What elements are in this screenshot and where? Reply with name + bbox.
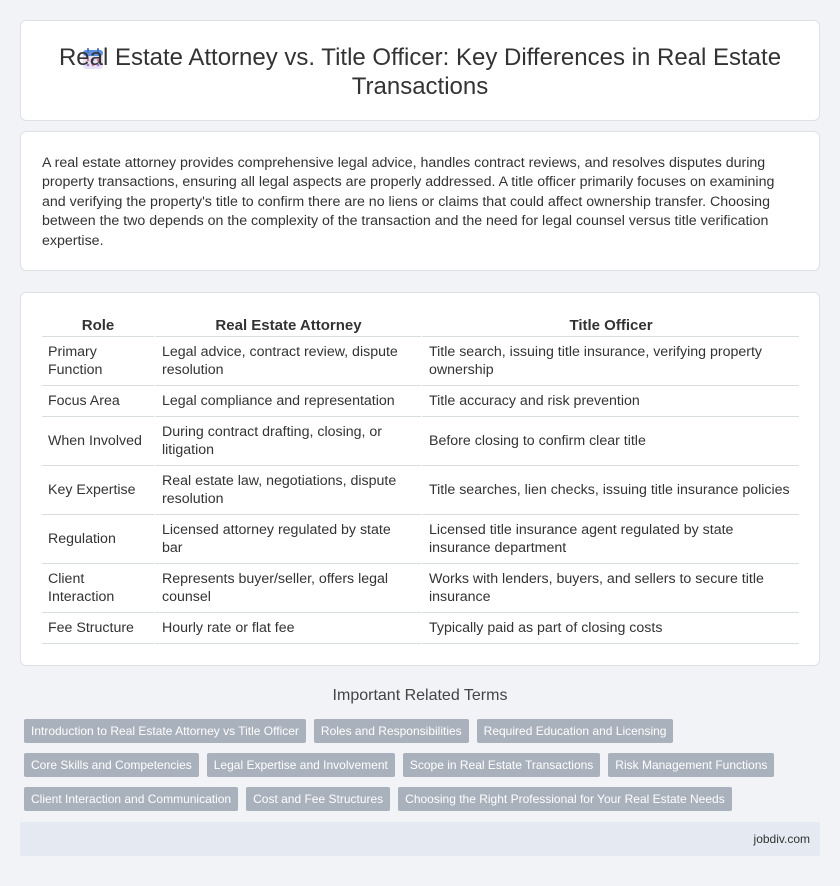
row-label: Client Interaction [42, 564, 154, 613]
page-title: Real Estate Attorney vs. Title Officer: Key Differences in Real Estate Transactions [58, 44, 782, 100]
related-tags [24, 719, 814, 821]
title-officer-cell: Before closing to confirm clear title [421, 417, 799, 466]
attorney-cell: Hourly rate or flat fee [154, 613, 421, 644]
title-officer-cell: Licensed title insurance agent regulated by state insurance department [421, 515, 799, 564]
related-tag[interactable]: Choosing the Right Professional for Your Real Estate Needs [398, 787, 732, 811]
row-label: Key Expertise [42, 466, 154, 515]
title-officer-cell: Title search, issuing title insurance, verifying property ownership [421, 337, 799, 386]
title-officer-cell: Typically paid as part of closing costs [421, 613, 799, 644]
table-row [42, 613, 799, 644]
title-officer-cell: Works with lenders, buyers, and sellers to secure title insurance [421, 564, 799, 613]
related-tag[interactable]: Scope in Real Estate Transactions [403, 753, 600, 777]
footer-site-link[interactable]: jobdiv.com [753, 832, 810, 846]
comparison-table [42, 315, 799, 644]
table-row [42, 417, 799, 466]
row-label: Regulation [42, 515, 154, 564]
related-tag[interactable]: Client Interaction and Communication [24, 787, 238, 811]
header-title-officer: Title Officer [421, 315, 799, 337]
row-label: Primary Function [42, 337, 154, 386]
related-tag[interactable]: Risk Management Functions [608, 753, 774, 777]
title-card [20, 20, 820, 121]
related-tag[interactable]: Required Education and Licensing [477, 719, 674, 743]
attorney-cell: Legal compliance and representation [154, 386, 421, 417]
attorney-cell: Real estate law, negotiations, dispute resolution [154, 466, 421, 515]
intro-card [20, 131, 820, 271]
related-tag[interactable]: Legal Expertise and Involvement [207, 753, 395, 777]
footer [20, 822, 820, 856]
table-row [42, 337, 799, 386]
attorney-cell: Legal advice, contract review, dispute resolution [154, 337, 421, 386]
title-officer-cell: Title searches, lien checks, issuing title insurance policies [421, 466, 799, 515]
table-row [42, 515, 799, 564]
table-row [42, 564, 799, 613]
title-officer-cell: Title accuracy and risk prevention [421, 386, 799, 417]
row-label: Fee Structure [42, 613, 154, 644]
related-tag[interactable]: Roles and Responsibilities [314, 719, 469, 743]
header-role: Role [42, 315, 154, 337]
related-tag[interactable]: Introduction to Real Estate Attorney vs Title Officer [24, 719, 306, 743]
attorney-cell: Represents buyer/seller, offers legal counsel [154, 564, 421, 613]
attorney-cell: During contract drafting, closing, or litigation [154, 417, 421, 466]
row-label: Focus Area [42, 386, 154, 417]
attorney-cell: Licensed attorney regulated by state bar [154, 515, 421, 564]
intro-text: A real estate attorney provides comprehensive legal advice, handles contract reviews, and resolves disputes during property transactions, ensuring all legal aspects are properly addressed. A title officer primarily focuses on examining and verifying the property's title to confirm there are no liens or claims that could affect ownership transfer. Choosing between the two depends on the complexity of the transaction and the need for legal counsel versus title verification expertise. [42, 155, 775, 249]
related-terms-heading: Important Related Terms [332, 687, 508, 704]
related-tag[interactable]: Cost and Fee Structures [246, 787, 390, 811]
header-attorney: Real Estate Attorney [154, 315, 421, 337]
table-row [42, 386, 799, 417]
comparison-card [20, 292, 820, 666]
related-tag[interactable]: Core Skills and Competencies [24, 753, 199, 777]
table-row [42, 466, 799, 515]
row-label: When Involved [42, 417, 154, 466]
